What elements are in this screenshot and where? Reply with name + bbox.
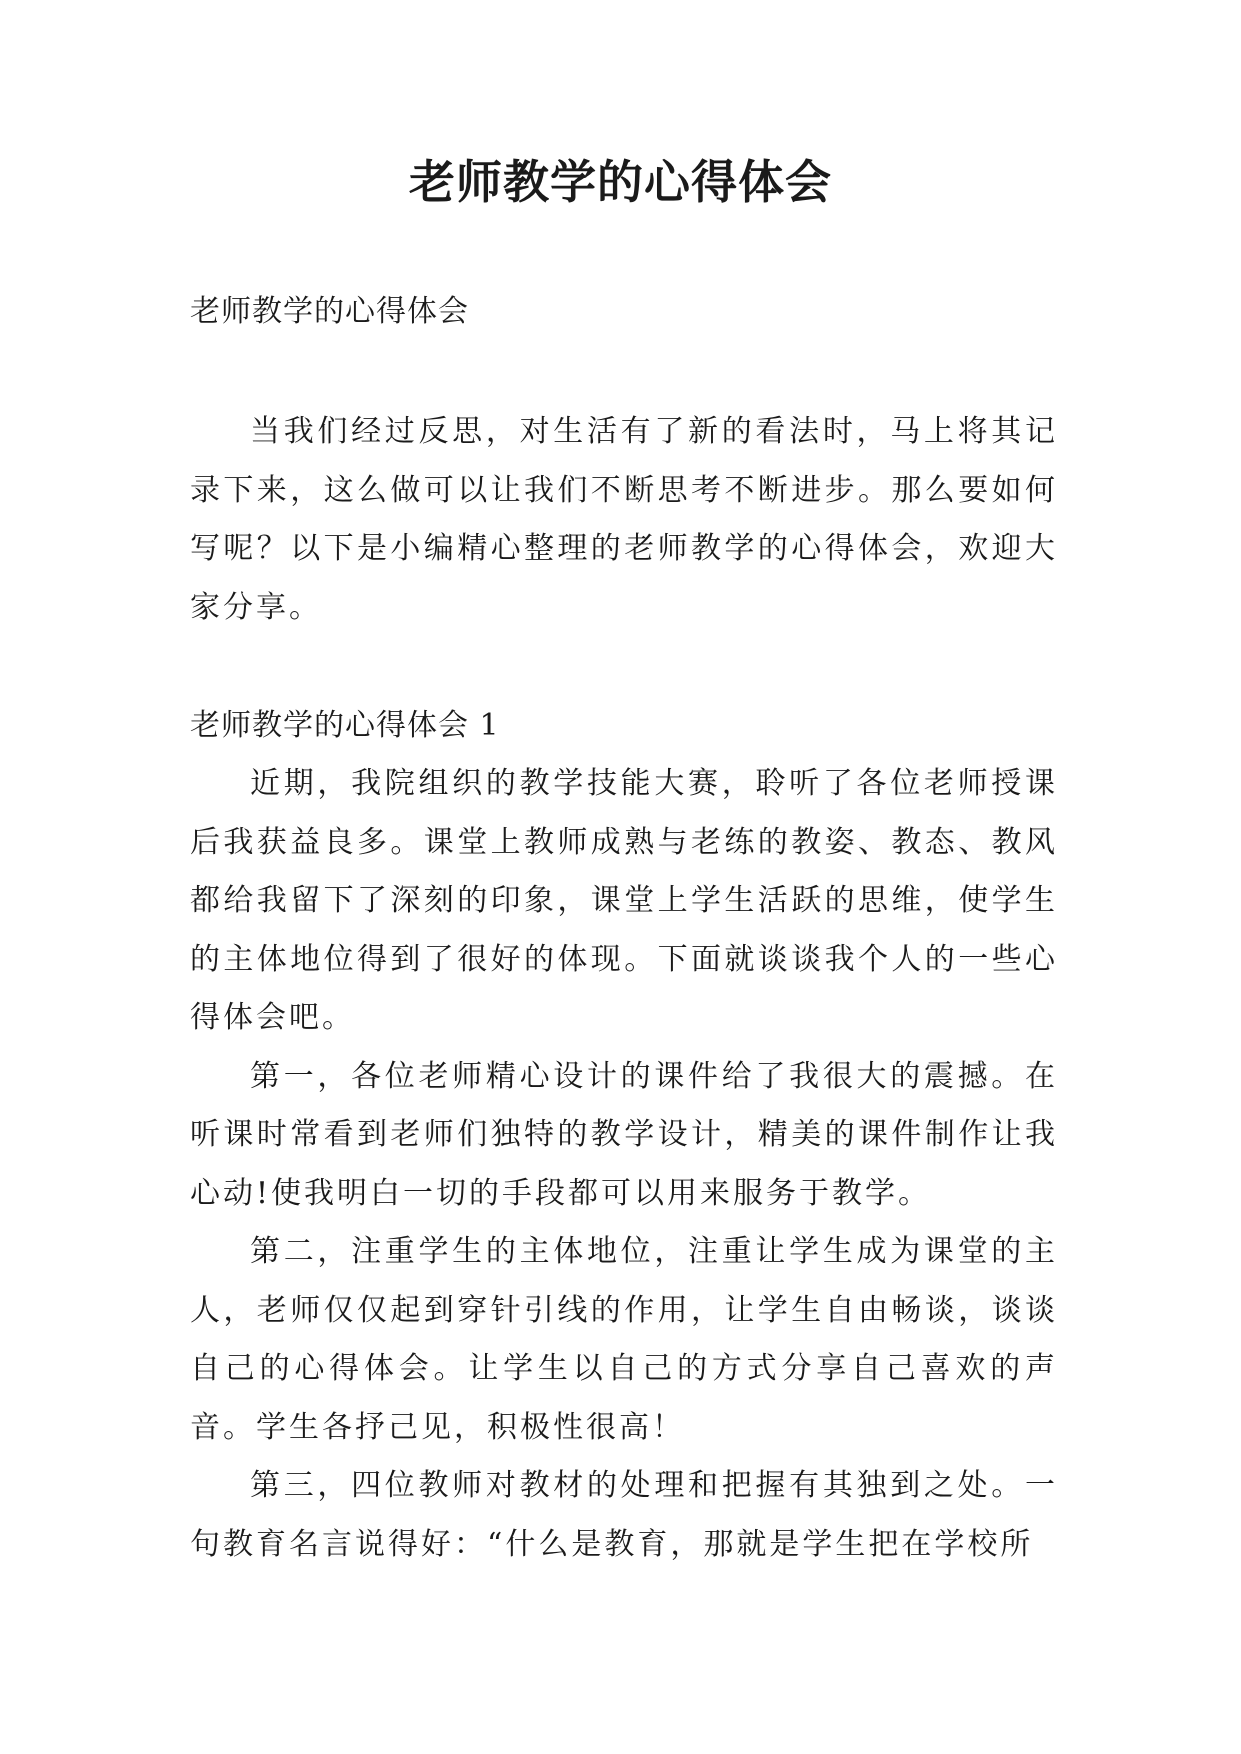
body-paragraph-3: 第二，注重学生的主体地位，注重让学生成为课堂的主人，老师仅仅起到穿针引线的作用，让学生自由畅谈，谈谈自己的心得体会。让学生以自己的方式分享自己喜欢的声音。学生各抒己见，积极性很高！: [190, 1234, 1058, 1445]
body-paragraph-2: 第一，各位老师精心设计的课件给了我很大的震撼。在听课时常看到老师们独特的教学设计，精美的课件制作让我心动!使我明白一切的手段都可以用来服务于教学。: [190, 1058, 1058, 1211]
document-title: 老师教学的心得体会: [409, 155, 832, 209]
document-body: [190, 283, 1058, 1574]
section-heading: 老师教学的心得体会 1: [190, 708, 500, 743]
spacer: [190, 637, 1058, 697]
intro-paragraph: 当我们经过反思，对生活有了新的看法时，马上将其记录下来，这么做可以让我们不断思考不断进步。那么要如何写呢？以下是小编精心整理的老师教学的心得体会，欢迎大家分享。: [190, 414, 1058, 625]
body-paragraph-4: 第三，四位教师对教材的处理和把握有其独到之处。一句教育名言说得好：“什么是教育，那就是学生把在学校所: [190, 1468, 1058, 1562]
spacer: [190, 341, 1058, 403]
document-subtitle: 老师教学的心得体会: [190, 294, 469, 329]
body-paragraph-1: 近期，我院组织的教学技能大赛，聆听了各位老师授课后我获益良多。课堂上教师成熟与老练的教姿、教态、教风都给我留下了深刻的印象，课堂上学生活跃的思维，使学生的主体地位得到了很好的体现。下面就谈谈我个人的一些心得体会吧。: [190, 766, 1058, 1035]
